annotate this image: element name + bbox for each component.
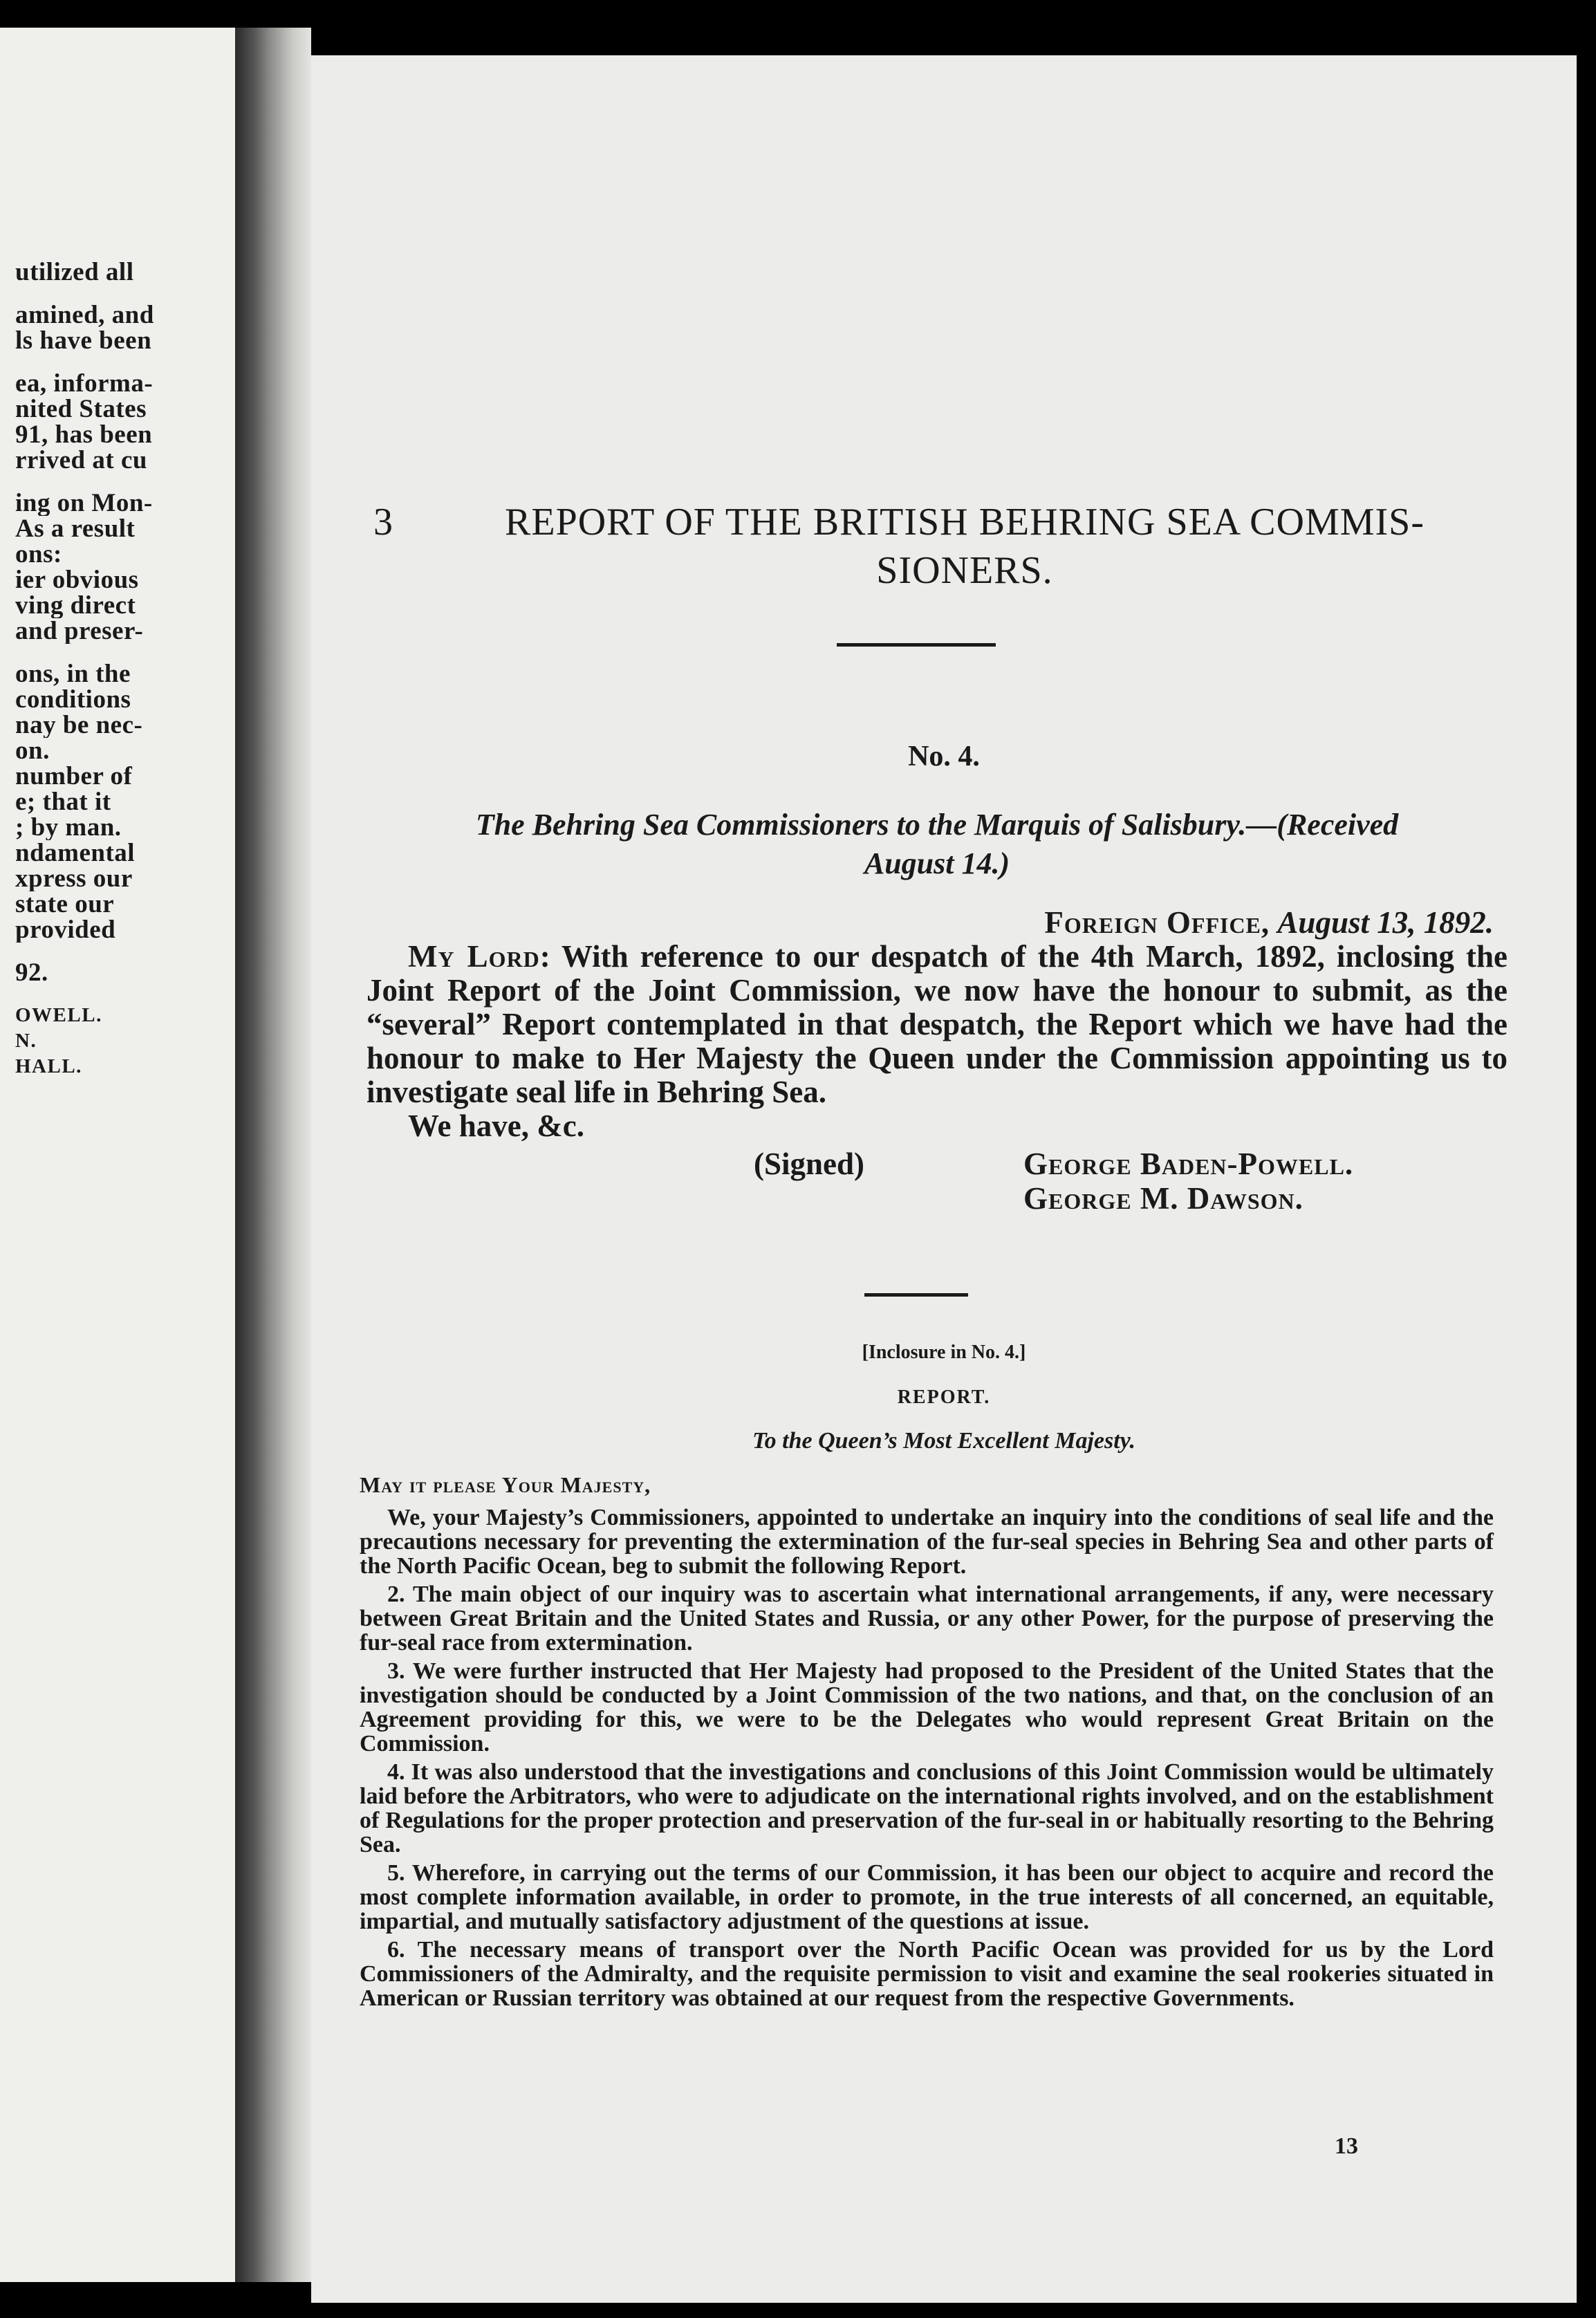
subtitle-line-1: The Behring Sea Commissioners to the Marquis of Salisbury.—(Received <box>475 808 1399 842</box>
section-divider <box>864 1293 968 1297</box>
signature-block <box>366 1147 1507 1216</box>
document-number: No. 4. <box>908 741 980 772</box>
facing-page-line: ndamental <box>15 840 136 866</box>
facing-page-line: e; that it <box>15 789 111 815</box>
facing-page-line: OWELL. <box>15 1004 102 1026</box>
letter-paragraph <box>366 940 1507 1109</box>
letter-salutation: My Lord <box>408 939 540 974</box>
facing-page-line: state our <box>15 891 115 917</box>
header-page-number: 3 <box>373 501 393 544</box>
signatory-2: George M. Dawson. <box>1023 1181 1303 1216</box>
report-paragraph: 6. The necessary means of transport over the North Pacific Ocean was provided for us by the Lord Commissioners of the Admiralty, and the requisite permission to visit and examine the seal rookeries situated in American or Russian territory was obtained at our request from the respective Governments. <box>360 1937 1494 2011</box>
facing-page-line: nay be nec- <box>15 712 143 738</box>
facing-page-line: ing on Mon- <box>15 490 153 516</box>
report-paragraph: 3. We were further instructed that Her Majesty had proposed to the President of the United States that the investigation should be conducted by a Joint Commission of the two nations, and that, on the conclusion of an Agreement providing for this, we were to be the Delegates who would represent Great Britain on the Commission. <box>360 1658 1494 1756</box>
letter-text: : With reference to our despatch of the 4th March, 1892, inclosing the Joint Report of the Joint Commission, we now have the honour to submit, as the “several” Report contemplated in that despatch, the Report which we have had the honour to make to Her Majesty the Queen under the Commission appointing us to investigate seal life in Behring Sea. <box>366 939 1507 1109</box>
report-paragraphs <box>360 1505 1494 2010</box>
signatory-1: George Baden-Powell. <box>1023 1147 1354 1181</box>
report-paragraph: 4. It was also understood that the investigations and conclusions of this Joint Commission would be ultimately laid before the Arbitrators, who were to adjudicate on the international rights involved, and on the establishment of Regulations for the proper protection and preservation of the fur-seal in or habitually resorting to the Behring Sea. <box>360 1759 1494 1857</box>
facing-page-line: 92. <box>15 960 48 985</box>
facing-page-line: provided <box>15 917 116 943</box>
header-title-line-1: REPORT OF THE BRITISH BEHRING SEA COMMIS- <box>505 501 1425 544</box>
page-header <box>373 498 1507 595</box>
dateline-place: Foreign Office, <box>1044 905 1270 940</box>
report-paragraph: We, your Majesty’s Commissioners, appointed to undertake an inquiry into the conditions of seal life and the precautions necessary for preventing the extermination of the fur-seal species in Behring Sea and other parts of the North Pacific Ocean, beg to submit the following Report. <box>360 1505 1494 1579</box>
facing-page-line: As a result <box>15 516 136 541</box>
report-heading: REPORT. <box>897 1387 991 1408</box>
book-gutter <box>235 28 311 2282</box>
report-body <box>360 1473 1494 2014</box>
facing-page-line: ving direct <box>15 593 136 618</box>
letter-body <box>366 906 1507 1216</box>
page-number: 13 <box>1335 2133 1358 2159</box>
facing-page-line: nited States <box>15 396 147 422</box>
report-address: To the Queen’s Most Excellent Majesty. <box>752 1428 1136 1454</box>
facing-page-line: ons: <box>15 541 62 567</box>
facing-page-line: amined, and <box>15 302 154 328</box>
subtitle-line-2: August 14.) <box>864 846 1010 880</box>
facing-page-line: N. <box>15 1030 37 1052</box>
facing-page-line: conditions <box>15 687 131 712</box>
facing-page-line: number of <box>15 763 133 789</box>
letter-subtitle <box>373 806 1501 883</box>
report-paragraph: 5. Wherefore, in carrying out the terms of our Commission, it has been our object to acquire and record the most complete information available, in order to promote, in the true interests of all concerned, an equitable, impartial, and mutually satisfactory adjustment of the questions at issue. <box>360 1860 1494 1934</box>
facing-page-line: ier obvious <box>15 567 139 593</box>
facing-page-line: ls have been <box>15 328 152 353</box>
header-divider <box>837 643 996 647</box>
facing-page-line: on. <box>15 738 50 763</box>
facing-page-left <box>0 28 235 2282</box>
facing-page-line: xpress our <box>15 866 133 891</box>
facing-page-line: 91, has been <box>15 422 153 447</box>
facing-page-line: and preser- <box>15 618 144 644</box>
document-page <box>311 55 1577 2303</box>
signed-label: (Signed) <box>754 1147 865 1181</box>
report-salutation: May it please Your Majesty, <box>360 1472 651 1497</box>
facing-page-line: ea, informa- <box>15 371 154 396</box>
facing-page-text <box>15 259 236 1079</box>
facing-page-line: rrived at cu <box>15 447 147 473</box>
facing-page-line: utilized all <box>15 259 134 285</box>
inclosure-label: [Inclosure in No. 4.] <box>862 1342 1026 1363</box>
letter-dateline <box>366 906 1507 940</box>
report-paragraph: 2. The main object of our inquiry was to ascertain what international arrangements, if any, were necessary between Great Britain and the United States and Russia, or any other Power, for the purpose of preserving the fur-seal race from extermination. <box>360 1582 1494 1656</box>
facing-page-line: ; by man. <box>15 815 122 840</box>
facing-page-line: HALL. <box>15 1055 82 1077</box>
header-title-line-2: SIONERS. <box>876 549 1053 592</box>
dateline-date: August 13, 1892. <box>1277 905 1494 940</box>
letter-closing: We have, &c. <box>408 1109 584 1143</box>
facing-page-line: ons, in the <box>15 661 131 687</box>
